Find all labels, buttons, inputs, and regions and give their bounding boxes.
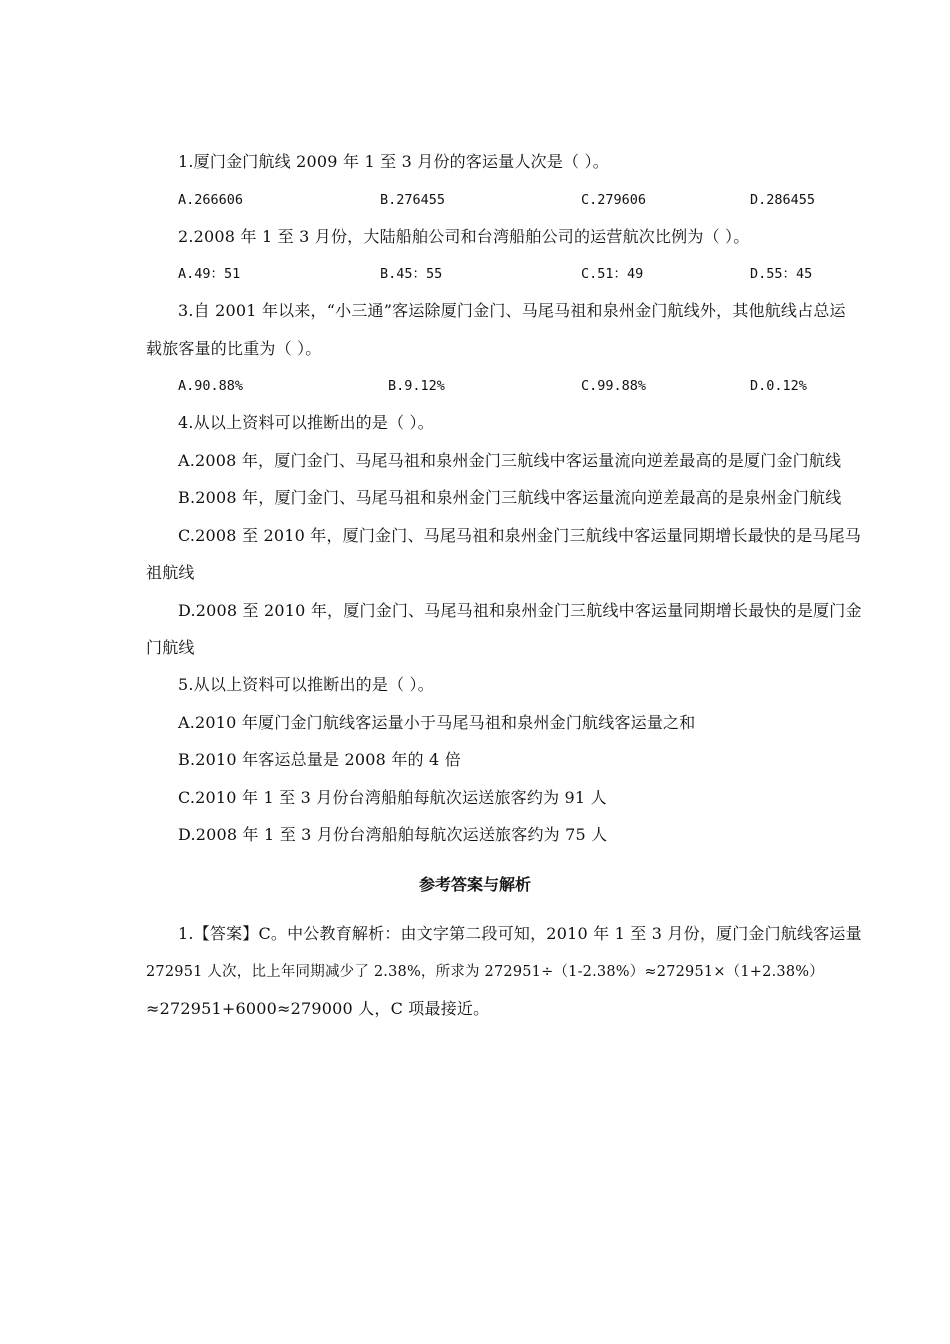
answer-line-1: 1.【答案】C。中公教育解析：由文字第二段可知，2010 年 1 至 3 月份，厦门金门航线客运量 [178,924,862,943]
answer-line-3: ≈272951+6000≈279000 人，C 项最接近。 [146,999,490,1018]
question-1-option-d: D.286455 [750,192,816,208]
question-5-option-d: D.2008 年 1 至 3 月份台湾船舶每航次运送旅客约为 75 人 [178,825,608,844]
question-5-option-a: A.2010 年厦门金门航线客运量小于马尾马祖和泉州金门航线客运量之和 [178,713,696,732]
question-3-option-c: C.99.88% [581,378,647,394]
question-3-option-d: D.0.12% [750,378,807,394]
question-3-stem-line-1: 3.自 2001 年以来，“小三通”客运除厦门金门、马尾马祖和泉州金门航线外，其他航线占总运 [178,301,846,320]
question-4-option-c-line-2: 祖航线 [146,563,195,582]
question-2-option-c: C.51：49 [581,266,644,282]
question-3-option-a: A.90.88% [178,378,244,394]
question-1-option-b: B.276455 [380,192,446,208]
question-1-option-c: C.279606 [581,192,647,208]
question-1-option-a: A.266606 [178,192,244,208]
question-5-option-c: C.2010 年 1 至 3 月份台湾船舶每航次运送旅客约为 91 人 [178,788,607,807]
question-5-stem: 5.从以上资料可以推断出的是（ ）。 [178,675,434,694]
question-3-stem-line-2: 载旅客量的比重为（ ）。 [146,339,322,358]
question-4-stem: 4.从以上资料可以推断出的是（ ）。 [178,413,434,432]
answer-line-2: 272951 人次，比上年同期减少了 2.38%，所求为 272951÷（1-2.38%）≈272951×（1+2.38%） [146,964,824,980]
answer-section-title: 参考答案与解析 [418,875,531,894]
question-3-option-b: B.9.12% [388,378,445,394]
question-2-option-d: D.55：45 [750,266,813,282]
question-4-option-a: A.2008 年，厦门金门、马尾马祖和泉州金门三航线中客运量流向逆差最高的是厦门金门航线 [178,451,842,470]
question-2-option-b: B.45：55 [380,266,443,282]
question-5-option-b: B.2010 年客运总量是 2008 年的 4 倍 [178,750,461,769]
question-4-option-c-line-1: C.2008 至 2010 年，厦门金门、马尾马祖和泉州金门三航线中客运量同期增长最快的是马尾马 [178,526,862,545]
question-2-option-a: A.49：51 [178,266,241,282]
question-4-option-d-line-2: 门航线 [146,638,195,657]
question-2-stem: 2.2008 年 1 至 3 月份，大陆船舶公司和台湾船舶公司的运营航次比例为（ ）。 [178,227,750,246]
question-1-stem: 1.厦门金门航线 2009 年 1 至 3 月份的客运量人次是（ ）。 [178,152,609,171]
question-4-option-d-line-1: D.2008 至 2010 年，厦门金门、马尾马祖和泉州金门三航线中客运量同期增长最快的是厦门金 [178,601,862,620]
question-4-option-b: B.2008 年，厦门金门、马尾马祖和泉州金门三航线中客运量流向逆差最高的是泉州金门航线 [178,488,842,507]
